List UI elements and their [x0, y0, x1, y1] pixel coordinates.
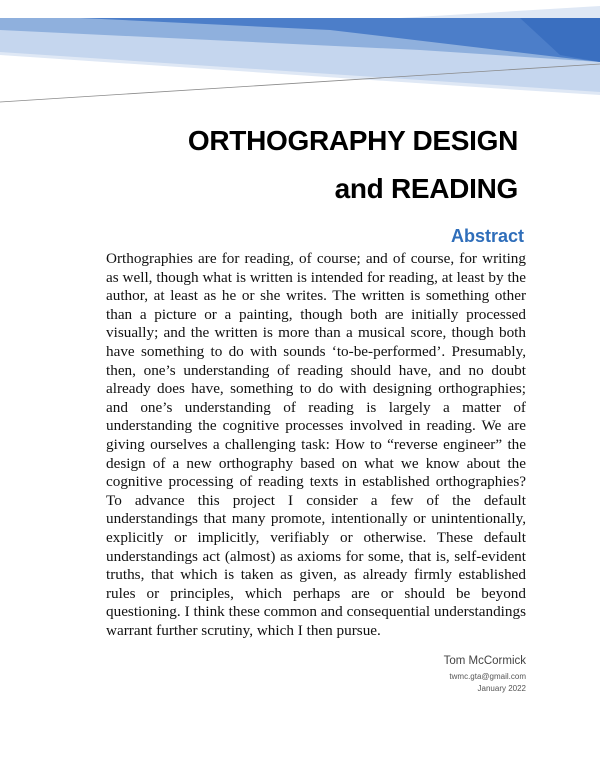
- author-email: twmc.gta@gmail.com: [449, 672, 526, 681]
- abstract-heading: Abstract: [450, 226, 524, 246]
- title-line-1: ORTHOGRAPHY DESIGN: [187, 125, 518, 156]
- title-line-2: and READING: [334, 173, 518, 204]
- abstract-body: Orthographies are for reading, of course; and of course, for writing as well, though what is written is intended for reading, at least by the author, at least as he or she writes. The written is something other than a picture or a painting, though both are initially processed visually; and the written is more than a musical score, though both have something to do with sounds ‘to-be-performed’. Presumably, then, one’s understanding of reading should have, and no doubt already does have, something to do with designing orthographies; and one’s understanding of reading is largely a matter of understanding the cognitive processes involved in reading. We are giving ourselves a challenging task: How to “reverse engineer” the design of a new orthography based on what we know about the cognitive processing of reading texts in established orthographies? To advance this project I consider a few of the default understandings that many promote, intentionally or unintentionally, explicitly or implicitly, verifiably or otherwise. These default understandings act (almost) as axioms for some, that is, self-evident truths, that which is taken as given, as already firmly established rules or principles, which perhaps are or should be beyond questioning. I think these common and consequential understandings warrant further scrutiny, which I then pursue.: [106, 250, 526, 639]
- author-name: Tom McCormick: [443, 655, 526, 667]
- publication-date: January 2022: [477, 684, 526, 693]
- header-banner: [0, 0, 600, 110]
